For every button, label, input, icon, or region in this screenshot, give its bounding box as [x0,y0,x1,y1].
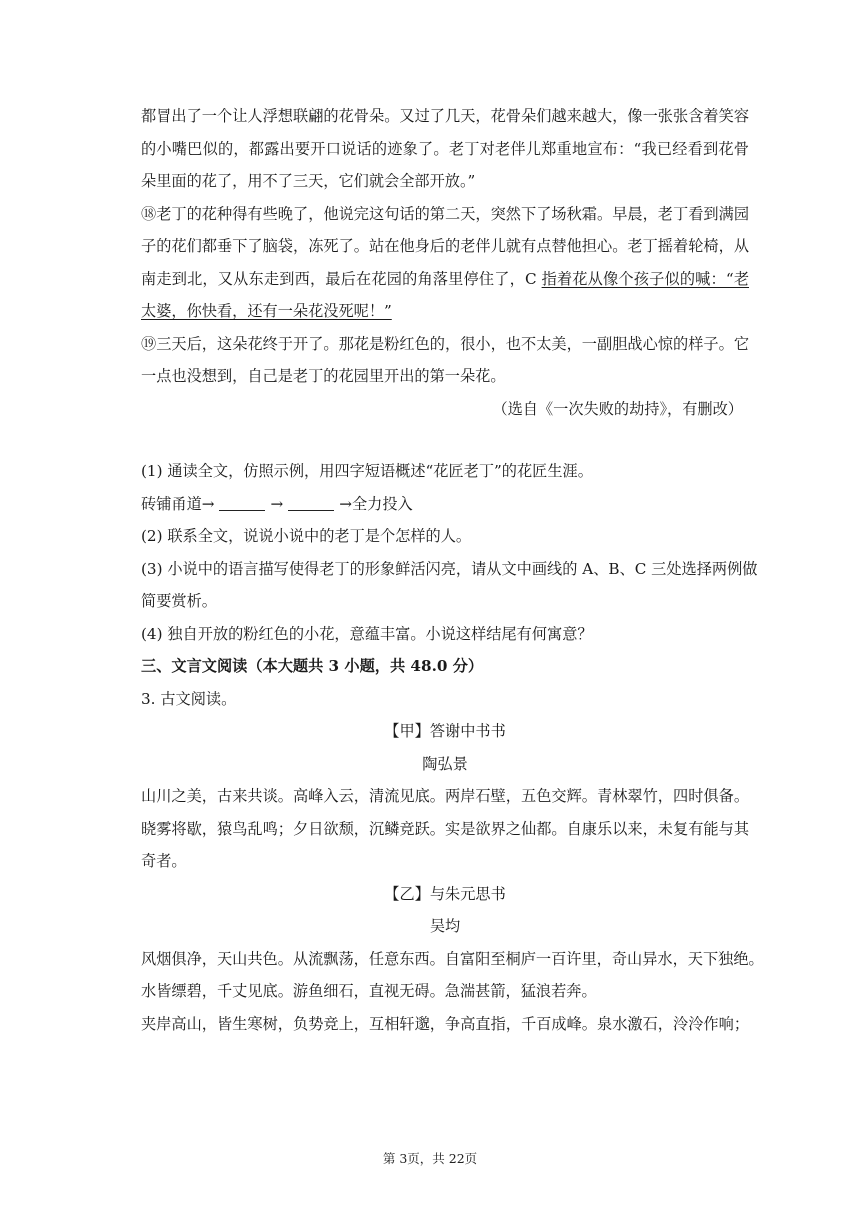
example-end: →全力投入 [339,494,413,513]
text-b-line: 夹岸高山，皆生寒树，负势竞上，互相轩邈，争高直指，千百成峰。泉水激石，泠泠作响； [141,1014,749,1033]
answer-blank-2[interactable] [288,491,334,511]
paragraph-text: 南走到北，又从东走到西，最后在花园的角落里停住了， [141,269,525,288]
underlined-sentence-c: 太婆，你快看，还有一朵花没死呢！” [141,302,392,320]
text-b-line: 风烟俱净，天山共色。从流飘荡，任意东西。自富阳至桐庐一百许里，奇山异水，天下独绝。 [141,949,764,968]
question-1-answer-template [141,488,749,521]
paragraph-line: 的小嘴巴似的，都露出要开口说话的迹象了。老丁对老伴儿郑重地宣布：“我已经看到花骨 [141,139,749,158]
question-3: 简要赏析。 [141,592,217,610]
text-a-title: 【甲】答谢中书书 [384,722,506,740]
text-a-line: 奇者。 [141,852,187,870]
paragraph-19-line: ⑲三天后，这朵花终于开了。那花是粉红色的，很小，也不太美，一副胆战心惊的样子。它 [141,334,749,353]
paragraph-19-line: 一点也没想到，自己是老丁的花园里开出的第一朵花。 [141,367,506,385]
paragraph-18-line: 子的花们都垂下了脑袋，冻死了。站在他身后的老伴儿就有点替他担心。老丁摇着轮椅，从 [141,237,749,255]
paragraph-line: 朵里面的花了，用不了三天，它们就会全部开放。” [141,172,476,190]
page-content [141,100,764,1040]
underline-marker-c: C [524,269,542,288]
text-b-title: 【乙】与朱元思书 [384,884,506,903]
question-1: (1) 通读全文，仿照示例，用四字短语概述“花匠老丁”的花匠生涯。 [141,462,593,480]
example-start: 砖铺甬道→ [141,494,215,513]
paragraph-18-line [141,263,749,296]
text-a-author: 陶弘景 [422,754,468,773]
question-2: (2) 联系全文，说说小说中的老丁是个怎样的人。 [141,527,472,545]
section-heading: 三、文言文阅读（本大题共 3 小题，共 48.0 分） [141,657,484,675]
text-b-author: 吴均 [429,917,461,935]
paragraph-line: 都冒出了一个让人浮想联翩的花骨朵。又过了几天，花骨朵们越来越大，像一张张含着笑容 [141,107,749,125]
question-3: (3) 小说中的语言描写使得老丁的形象鲜活闪亮，请从文中画线的 A、B、C 三处选择两例做 [141,559,758,578]
arrow: → [270,494,284,513]
source-citation: （选自《一次失败的劫持》，有删改） [492,399,743,418]
paragraph-18-line: ⑱老丁的花种得有些晚了，他说完这句话的第二天，突然下了场秋霜。早晨，老丁看到满园 [141,204,749,223]
spacer [141,425,749,455]
underlined-sentence-c: 指着花从像个孩子似的喊：“老 [541,269,750,288]
text-a-line: 晓雾将歇，猿鸟乱鸣；夕日欲颓，沉鳞竞跃。实是欲界之仙都。自康乐以来，未复有能与其 [141,819,749,838]
question-4: (4) 独自开放的粉红色的小花，意蕴丰富。小说这样结尾有何寓意？ [141,624,593,643]
text-a-line: 山川之美，古来共谈。高峰入云，清流见底。两岸石壁，五色交辉。青林翠竹，四时俱备。 [141,787,749,805]
paragraph-18-line [141,295,749,328]
text-b-line: 水皆缥碧，千丈见底。游鱼细石，直视无碍。急湍甚箭，猛浪若奔。 [141,982,597,1000]
question-3-prompt: 3. 古文阅读。 [141,689,237,708]
page-footer: 第 3页，共 22页 [382,1151,478,1166]
answer-blank-1[interactable] [219,491,265,511]
